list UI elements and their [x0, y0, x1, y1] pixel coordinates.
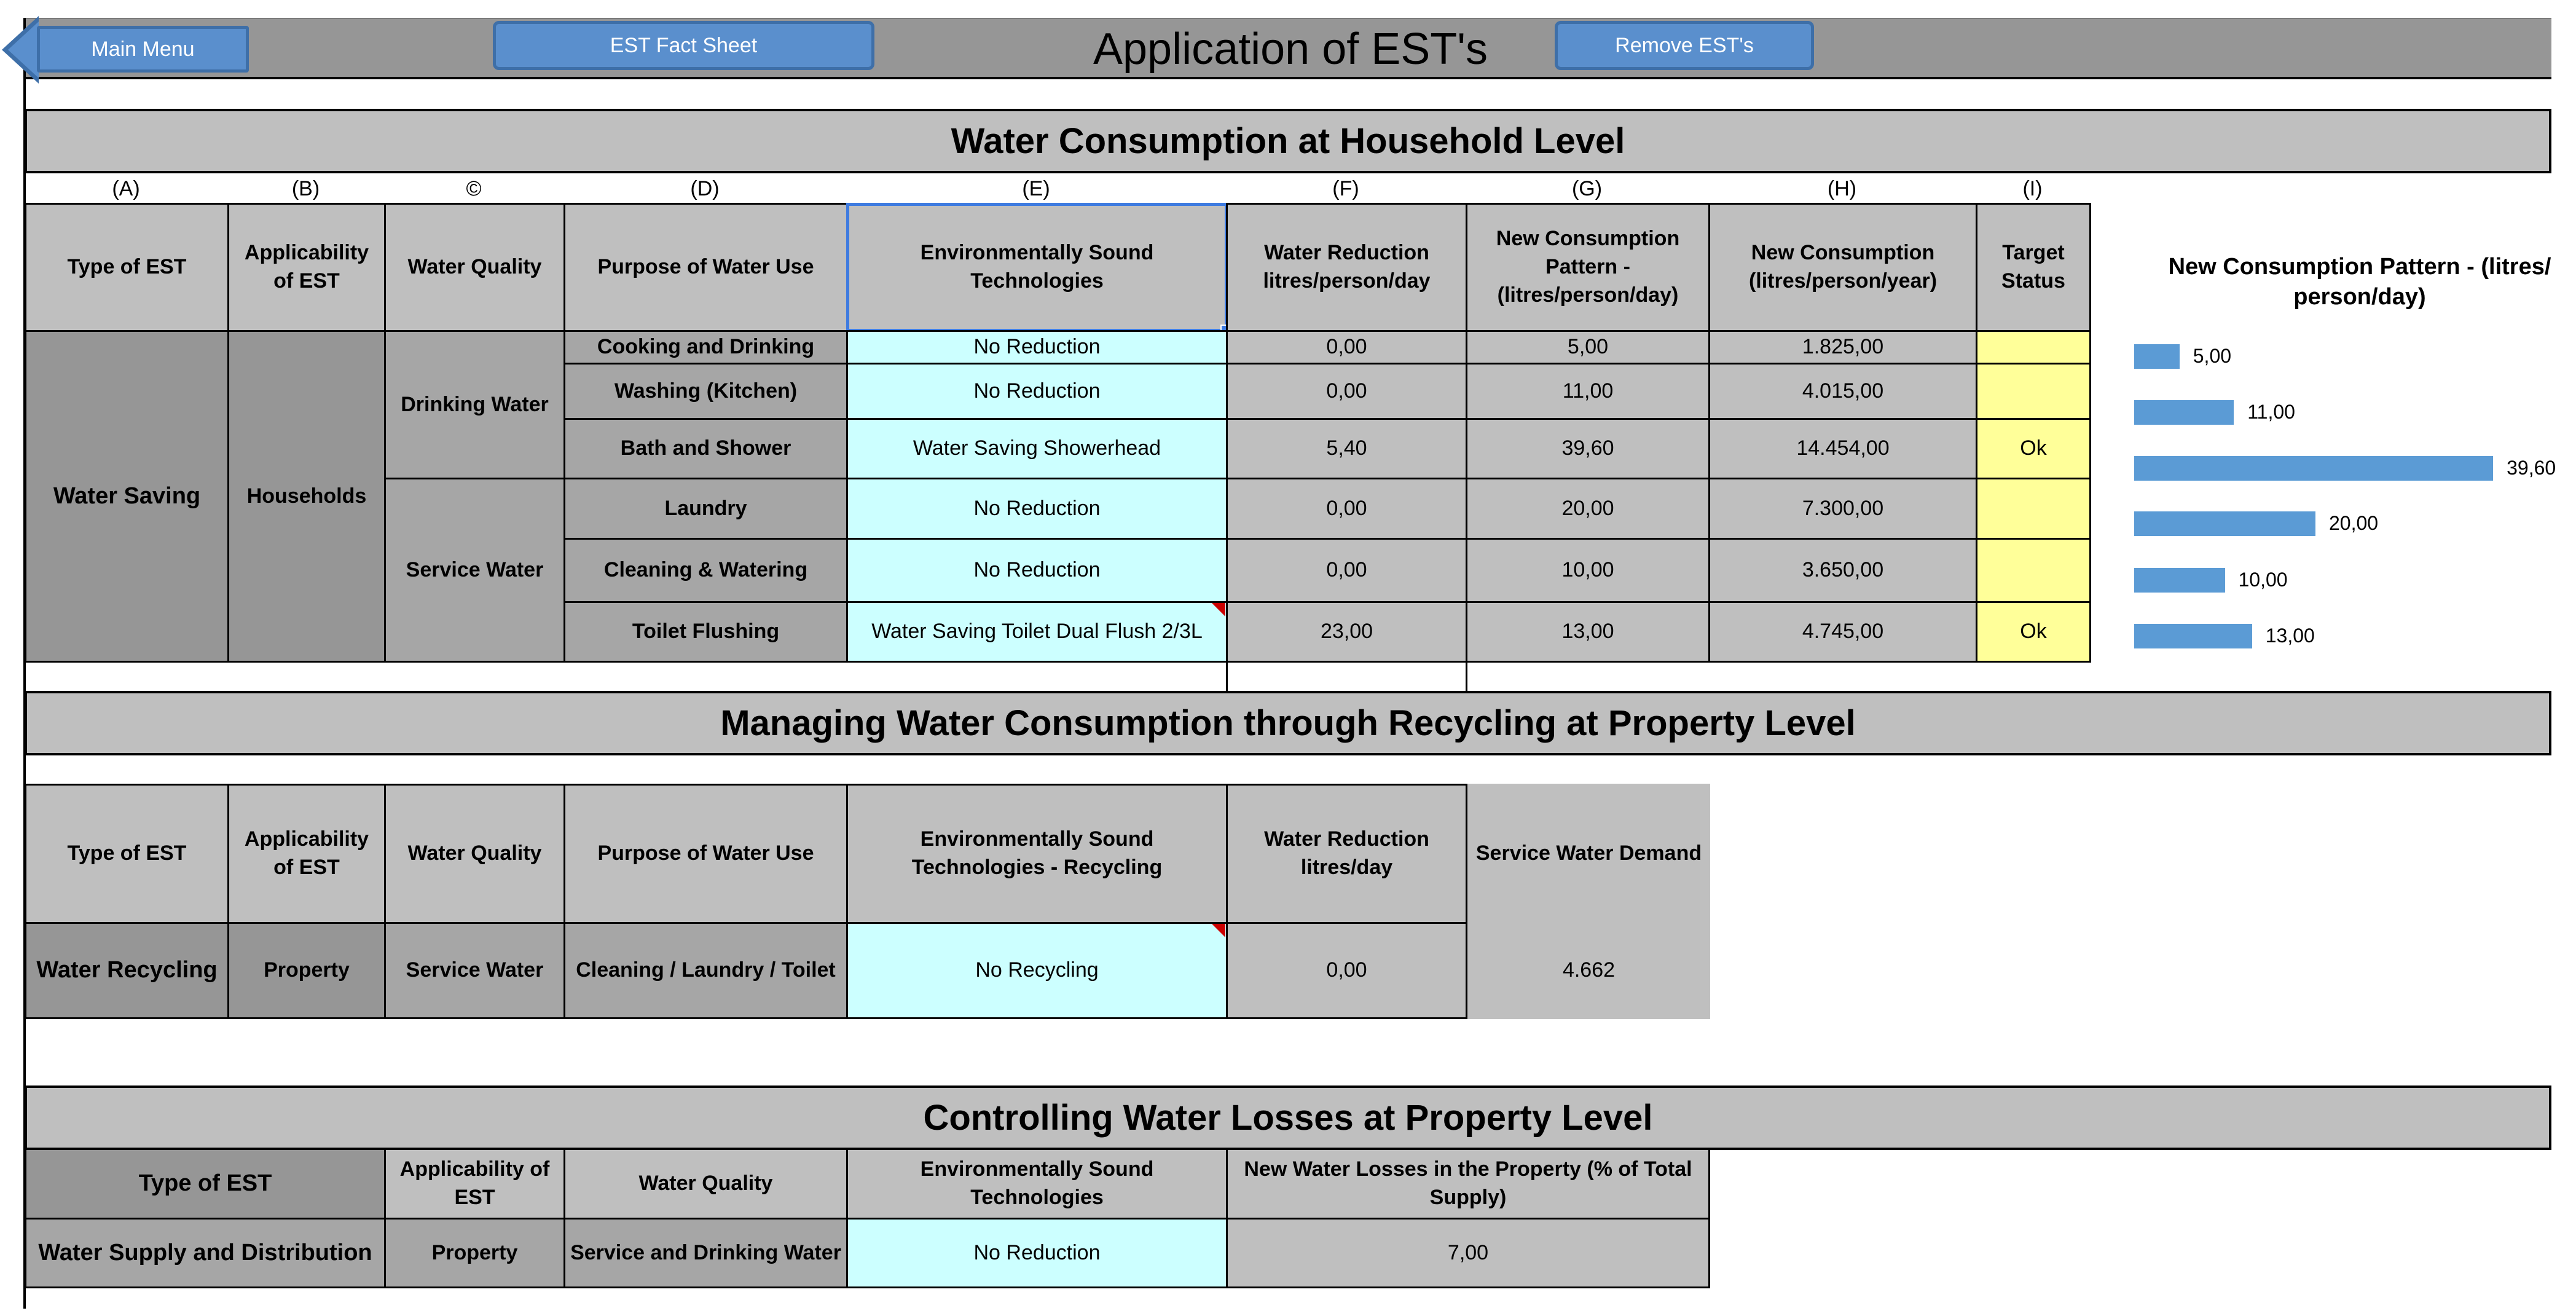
header-target-status: Target Status [1976, 203, 2091, 332]
losses-quality: Service and Drinking Water [564, 1218, 848, 1288]
recycling-header-demand: Service Water Demand [1467, 784, 1710, 924]
chart-bar [2134, 624, 2252, 648]
recycling-header-reduction: Water Reduction litres/day [1226, 784, 1467, 924]
pattern-cell: 11,00 [1466, 363, 1710, 420]
losses-type: Water Supply and Distribution [25, 1218, 386, 1288]
status-cell: Ok [1976, 601, 2091, 663]
col-letter-b: (B) [291, 176, 320, 200]
pattern-cell: 20,00 [1466, 478, 1710, 540]
reduction-cell: 0,00 [1226, 478, 1467, 540]
header-type-of-est: Type of EST [25, 203, 229, 332]
losses-header-quality: Water Quality [564, 1148, 848, 1219]
yearly-cell: 3.650,00 [1708, 538, 1977, 603]
chart-bar [2134, 456, 2493, 481]
tech-cell[interactable]: No Reduction [846, 330, 1228, 364]
chart-bar [2134, 344, 2180, 369]
header-new-consumption: New Consumption (litres/person/year) [1708, 203, 1977, 332]
chart-title: New Consumption Pattern - (litres/ person/day) [2168, 254, 2551, 310]
status-cell [1976, 363, 2091, 420]
yearly-cell: 7.300,00 [1708, 478, 1977, 540]
reduction-cell: 0,00 [1226, 330, 1467, 364]
chart-bar-label: 39,60 [2507, 457, 2556, 479]
col-letter-h: (H) [1827, 176, 1857, 200]
tech-cell[interactable]: Water Saving Toilet Dual Flush 2/3L [846, 601, 1228, 663]
status-cell [1976, 478, 2091, 540]
pattern-cell: 5,00 [1466, 330, 1710, 364]
losses-applicability: Property [384, 1218, 565, 1288]
header-purpose: Purpose of Water Use [564, 203, 848, 332]
chart-bar-label: 5,00 [2193, 345, 2232, 367]
yearly-cell: 14.454,00 [1708, 418, 1977, 479]
status-cell [1976, 330, 2091, 364]
losses-header-applicability: Applicability of EST [384, 1148, 565, 1219]
grid-line [1466, 661, 1467, 691]
pattern-cell: 10,00 [1466, 538, 1710, 603]
back-arrow-icon-fill[interactable] [8, 22, 39, 78]
purpose-cell: Laundry [564, 478, 848, 540]
reduction-cell: 0,00 [1226, 538, 1467, 603]
losses-header-new-losses: New Water Losses in the Property (% of Total Supply) [1226, 1148, 1710, 1219]
col-letter-i: (I) [2022, 176, 2043, 200]
remove-est-button[interactable]: Remove EST's [1555, 21, 1814, 70]
quality-drinking-water: Drinking Water [384, 330, 565, 479]
recycling-reduction: 0,00 [1226, 922, 1467, 1019]
chart-bar-label: 10,00 [2238, 569, 2288, 591]
col-letter-a: (A) [112, 176, 140, 200]
col-letter-e: (E) [1022, 176, 1050, 200]
purpose-cell: Toilet Flushing [564, 601, 848, 663]
reduction-cell: 5,40 [1226, 418, 1467, 479]
losses-header-type: Type of EST [25, 1148, 386, 1219]
recycling-purpose: Cleaning / Laundry / Toilet [564, 922, 848, 1019]
est-fact-sheet-button[interactable]: EST Fact Sheet [493, 21, 874, 70]
pattern-cell: 13,00 [1466, 601, 1710, 663]
reduction-cell: 23,00 [1226, 601, 1467, 663]
recycling-demand: 4.662 [1467, 922, 1710, 1019]
losses-section-title: Controlling Water Losses at Property Level [25, 1086, 2551, 1150]
chart-bar-label: 20,00 [2329, 512, 2379, 534]
tech-cell[interactable]: No Reduction [846, 478, 1228, 540]
tech-cell[interactable]: Water Saving Showerhead [846, 418, 1228, 479]
comment-indicator-icon[interactable] [1212, 603, 1225, 617]
grid-line [1226, 661, 1228, 691]
recycling-header-quality: Water Quality [384, 784, 565, 924]
losses-value: 7,00 [1226, 1218, 1710, 1288]
status-cell [1976, 538, 2091, 603]
recycling-header-purpose: Purpose of Water Use [564, 784, 848, 924]
col-letter-f: (F) [1332, 176, 1359, 200]
col-letter-g: (G) [1571, 176, 1603, 200]
chart-bar [2134, 568, 2225, 593]
chart-bar [2134, 511, 2315, 536]
type-water-saving: Water Saving [25, 330, 229, 663]
household-section-title: Water Consumption at Household Level [25, 109, 2551, 173]
comment-indicator-icon[interactable] [1212, 924, 1225, 937]
col-letter-d: (D) [690, 176, 720, 200]
header-applicability: Applicability of EST [227, 203, 386, 332]
col-letter-c: © [466, 176, 482, 200]
yearly-cell: 4.015,00 [1708, 363, 1977, 420]
chart-bar [2134, 400, 2234, 425]
header-est-selected[interactable]: Environmentally Sound Technologies [846, 203, 1228, 332]
status-cell: Ok [1976, 418, 2091, 479]
purpose-cell: Cleaning & Watering [564, 538, 848, 603]
recycling-section-title: Managing Water Consumption through Recycling at Property Level [25, 691, 2551, 755]
header-new-pattern: New Consumption Pattern - (litres/person/day) [1466, 203, 1710, 332]
losses-header-est: Environmentally Sound Technologies [846, 1148, 1228, 1219]
yearly-cell: 1.825,00 [1708, 330, 1977, 364]
purpose-cell: Cooking and Drinking [564, 330, 848, 364]
yearly-cell: 4.745,00 [1708, 601, 1977, 663]
tech-cell[interactable]: No Reduction [846, 538, 1228, 603]
recycling-tech-cell[interactable]: No Recycling [846, 922, 1228, 1019]
chart-bar-label: 11,00 [2247, 401, 2295, 423]
applicability-households: Households [227, 330, 386, 663]
reduction-cell: 0,00 [1226, 363, 1467, 420]
recycling-header-applicability: Applicability of EST [227, 784, 386, 924]
recycling-type: Water Recycling [25, 922, 229, 1019]
purpose-cell: Washing (Kitchen) [564, 363, 848, 420]
purpose-cell: Bath and Shower [564, 418, 848, 479]
header-water-reduction: Water Reduction litres/person/day [1226, 203, 1467, 332]
header-water-quality: Water Quality [384, 203, 565, 332]
recycling-applicability: Property [227, 922, 386, 1019]
chart-bar-label: 13,00 [2265, 625, 2315, 647]
recycling-header-est: Environmentally Sound Technologies - Recycling [846, 784, 1228, 924]
recycling-quality: Service Water [384, 922, 565, 1019]
main-menu-button[interactable]: Main Menu [37, 26, 249, 73]
page-title: Application of EST's [1093, 25, 1488, 74]
pattern-cell: 39,60 [1466, 418, 1710, 479]
quality-service-water: Service Water [384, 478, 565, 663]
recycling-header-type: Type of EST [25, 784, 229, 924]
tech-cell[interactable]: No Reduction [846, 363, 1228, 420]
losses-tech-cell[interactable]: No Reduction [846, 1218, 1228, 1288]
